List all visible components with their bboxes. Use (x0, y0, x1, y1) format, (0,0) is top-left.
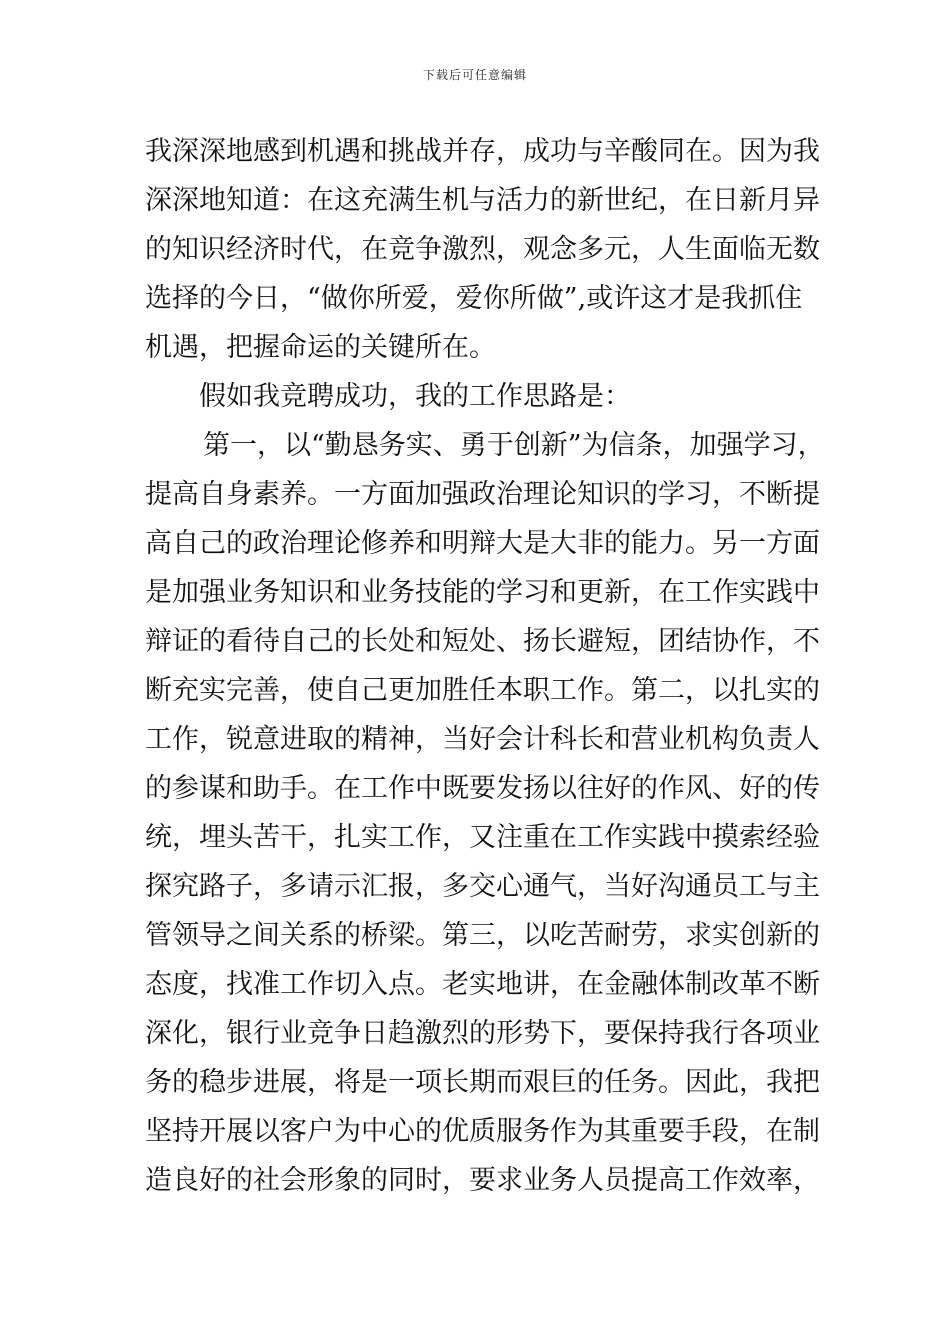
text-line: 深深地知道：在这充满生机与活力的新世纪，在日新月异 (145, 185, 820, 216)
text-line: 假如我竞聘成功，我的工作思路是： (199, 381, 631, 412)
text-line: 高自己的政治理论修养和明辩大是大非的能力。另一方面 (145, 528, 820, 559)
text-line: 断充实完善，使自己更加胜任本职工作。第二，以扎实的 (145, 675, 820, 706)
text-line: 态度，找准工作切入点。老实地讲，在金融体制改革不断 (145, 969, 820, 1000)
page-header: 下载后可任意编辑 (422, 68, 527, 82)
text-line: 深化，银行业竞争日趋激烈的形势下，要保持我行各项业 (145, 1018, 820, 1049)
text-line: 选择的今日，“做你所爱，爱你所做”,或许这才是我抓住 (145, 283, 803, 314)
text-line: 的知识经济时代，在竞争激烈，观念多元，人生面临无数 (145, 234, 820, 265)
text-line: 探究路子，多请示汇报，多交心通气，当好沟通员工与主 (145, 871, 820, 902)
text-line: 造良好的社会形象的同时，要求业务人员提高工作效率， (145, 1165, 820, 1196)
text-line: 务的稳步进展，将是一项长期而艰巨的任务。因此，我把 (145, 1067, 820, 1098)
text-line: 管领导之间关系的桥梁。第三，以吃苦耐劳，求实创新的 (145, 920, 820, 951)
text-line: 的参谋和助手。在工作中既要发扬以往好的作风、好的传 (145, 773, 820, 804)
text-line: 坚持开展以客户为中心的优质服务作为其重要手段，在制 (145, 1116, 820, 1147)
text-line: 统，埋头苦干，扎实工作，又注重在工作实践中摸索经验 (145, 822, 820, 853)
text-line: 辩证的看待自己的长处和短处、扬长避短，团结协作，不 (145, 626, 820, 657)
text-line: 机遇，把握命运的关键所在。 (145, 332, 496, 363)
text-line: 我深深地感到机遇和挑战并存，成功与辛酸同在。因为我 (145, 136, 820, 167)
text-line: 第一，以“勤恳务实、勇于创新”为信条，加强学习， (203, 430, 825, 461)
text-line: 是加强业务知识和业务技能的学习和更新，在工作实践中 (145, 577, 820, 608)
text-line: 工作，锐意进取的精神，当好会计科长和营业机构负责人 (145, 724, 820, 755)
document-body (145, 127, 825, 1205)
text-line: 提高自身素养。一方面加强政治理论知识的学习，不断提 (145, 479, 820, 510)
